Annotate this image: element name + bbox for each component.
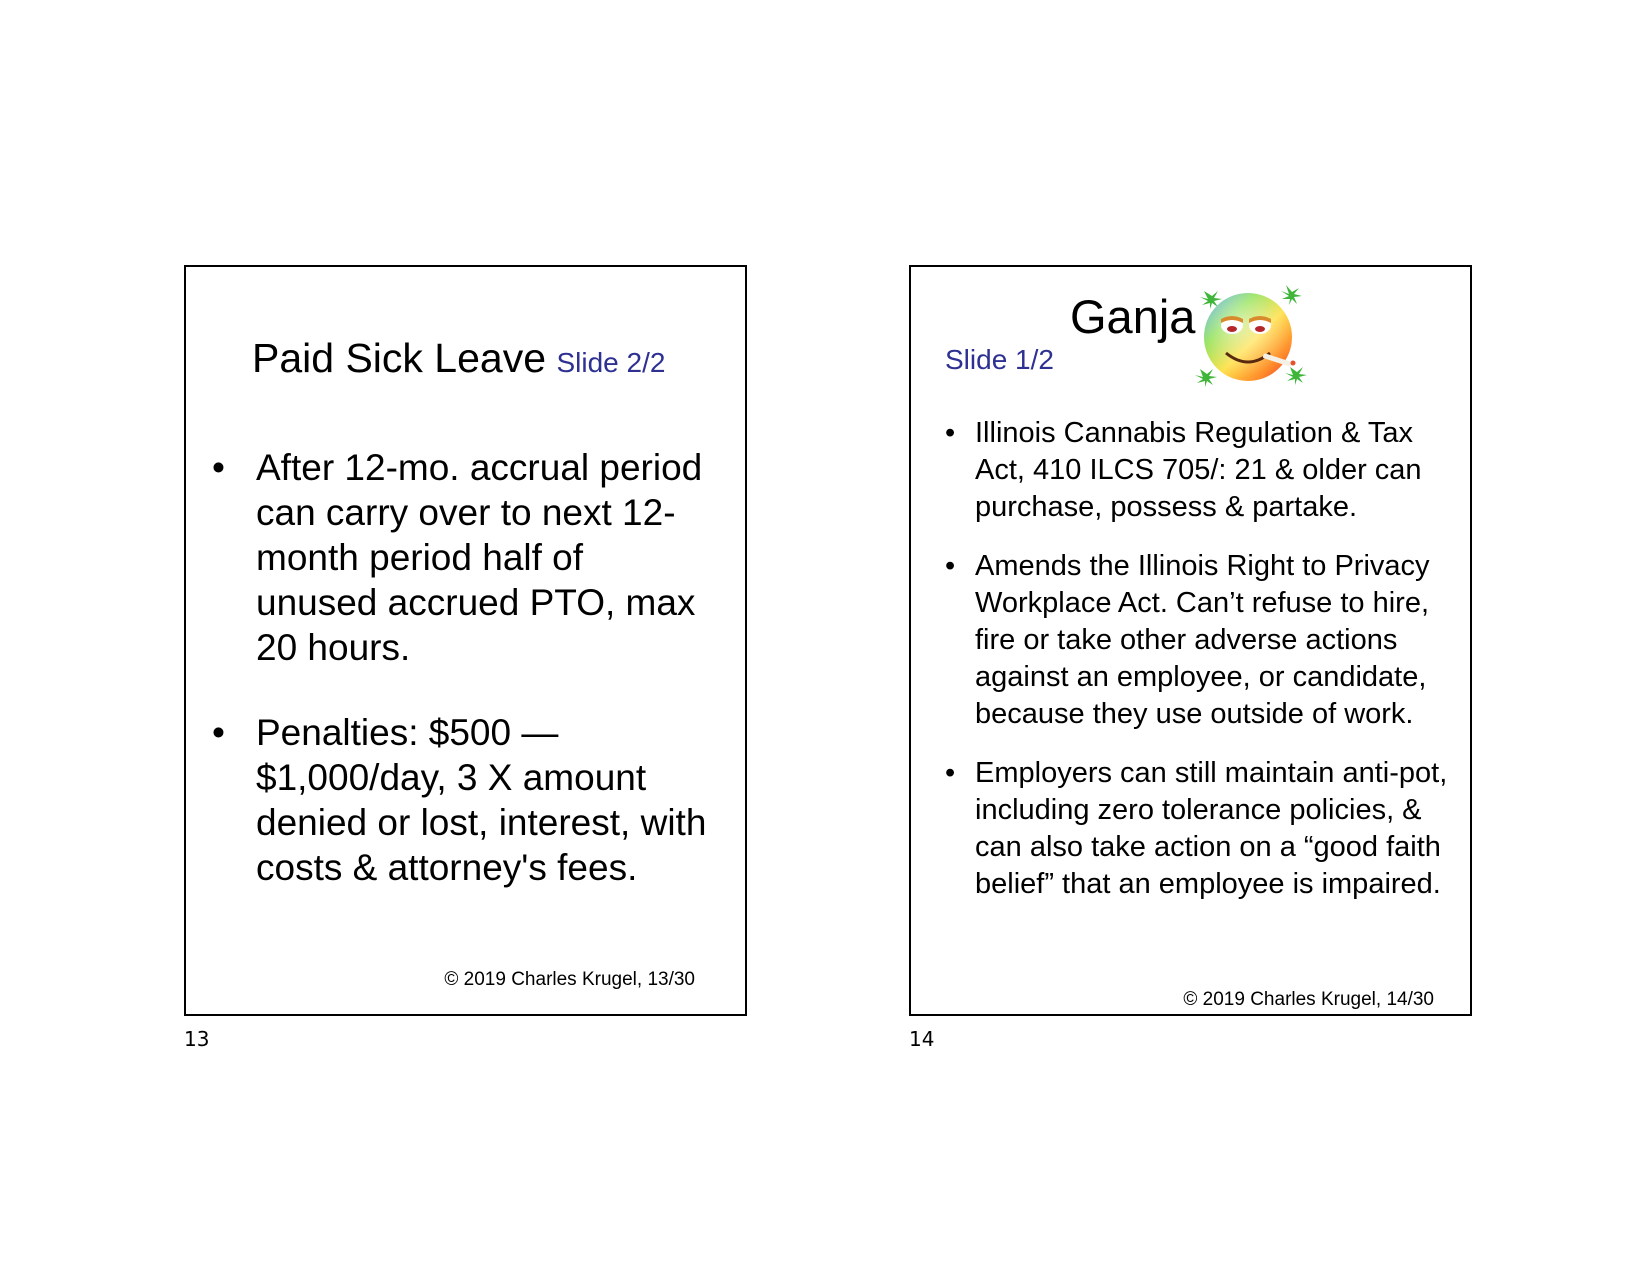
- bullet-text: Amends the Illinois Right to Privacy Workplace Act. Can’t refuse to hire, fire or take other adverse actions against an employee, or candidate, because they use outside of work.: [975, 550, 1430, 730]
- bullet-glyph: •: [945, 757, 956, 789]
- bullet-glyph: •: [212, 712, 225, 753]
- page-number: 14: [909, 1027, 935, 1051]
- stoned-smiley-emoji-icon: [1190, 277, 1308, 395]
- slide-title: [252, 335, 665, 382]
- bullet-text: Penalties: $500 — $1,000/day, 3 X amount denied or lost, interest, with costs & attorney's fees.: [256, 712, 707, 888]
- slide-footer: © 2019 Charles Krugel, 13/30: [444, 969, 695, 990]
- bullet-text: After 12-mo. accrual period can carry over to next 12-month period half of unused accrued PTO, max 20 hours.: [256, 447, 703, 668]
- slide-title: Ganja: [1070, 290, 1196, 343]
- slide-subtitle: Slide 1/2: [945, 344, 1054, 375]
- bullet-text: Illinois Cannabis Regulation & Tax Act, 410 ILCS 705/: 21 & older can purchase, possess & partake.: [975, 417, 1422, 523]
- page-number: 13: [184, 1027, 210, 1051]
- slide-subtitle: Slide 2/2: [556, 347, 666, 378]
- bullet-item: [212, 445, 712, 670]
- bullet-text: Employers can still maintain anti-pot, including zero tolerance policies, & can also take action on a “good faith belief” that an employee is impaired.: [975, 757, 1448, 900]
- bullet-glyph: •: [945, 550, 956, 582]
- bullet-list: [945, 415, 1450, 903]
- bullet-item: [945, 755, 1450, 903]
- bullet-glyph: •: [945, 417, 956, 449]
- bullet-item: [212, 710, 712, 890]
- bullet-glyph: •: [212, 447, 225, 488]
- bullet-item: [945, 415, 1450, 526]
- slide-footer: © 2019 Charles Krugel, 14/30: [1183, 989, 1434, 1010]
- slide-13: [184, 265, 747, 1016]
- bullet-item: [945, 548, 1450, 733]
- bullet-list: [212, 445, 712, 930]
- slide-14: [909, 265, 1472, 1016]
- slide-title-text: Paid Sick Leave: [252, 335, 547, 381]
